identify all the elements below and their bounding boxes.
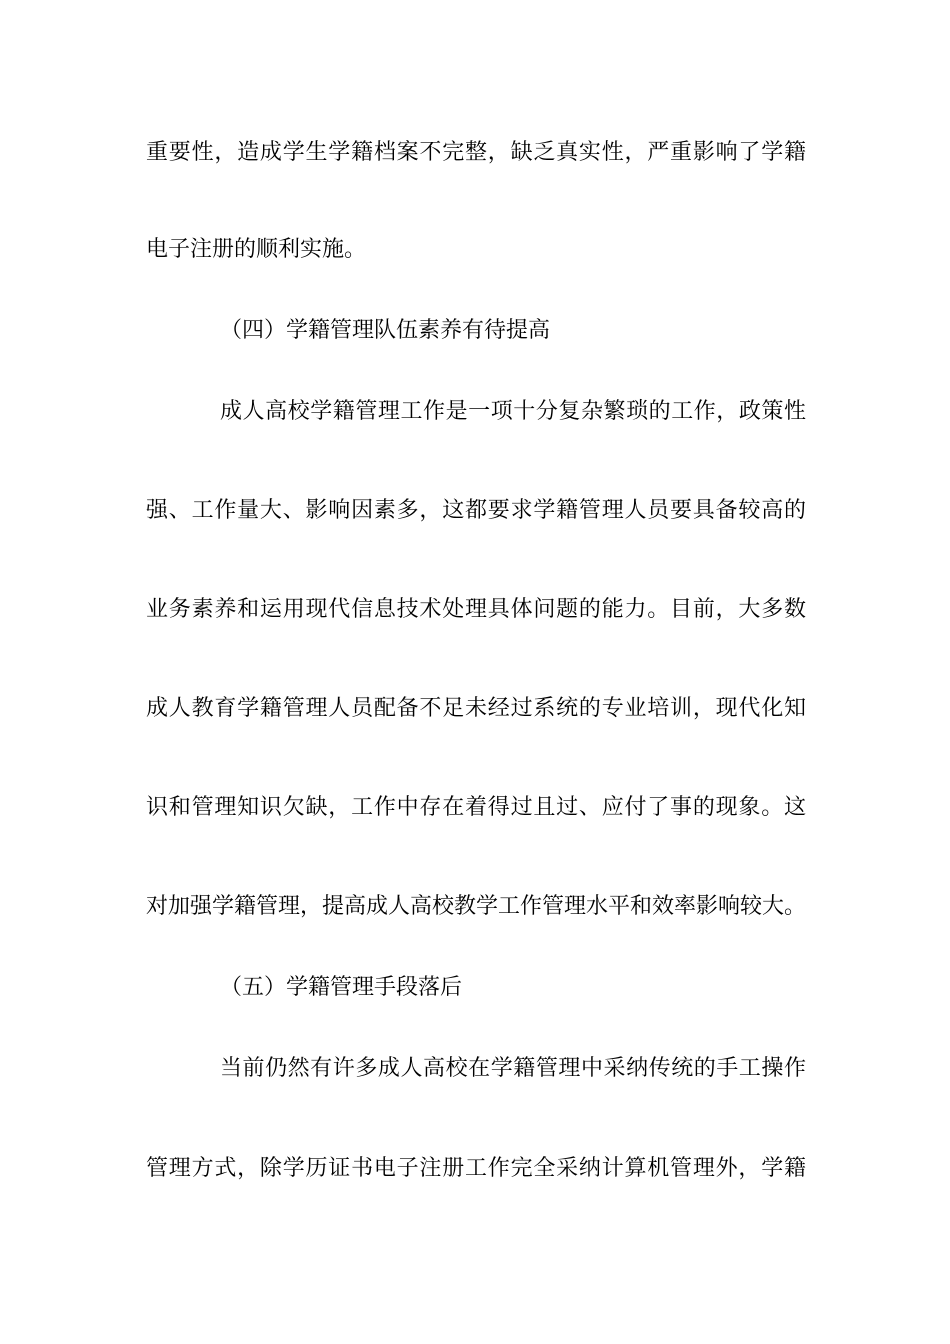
paragraph-line: 对加强学籍管理，提高成人高校教学工作管理水平和效率影响较大。: [146, 894, 806, 919]
section-heading-5: （五）学籍管理手段落后: [220, 975, 463, 1000]
paragraph-line: 业务素养和运用现代信息技术处理具体问题的能力。目前，大多数: [146, 597, 806, 622]
paragraph-line: 强、工作量大、影响因素多，这都要求学籍管理人员要具备较高的: [146, 498, 806, 523]
section-heading-4: （四）学籍管理队伍素养有待提高: [220, 318, 551, 343]
paragraph-line: 成人高校学籍管理工作是一项十分复杂繁琐的工作，政策性: [220, 399, 806, 424]
paragraph-line: 识和管理知识欠缺，工作中存在着得过且过、应付了事的现象。这: [146, 795, 806, 820]
paragraph-line: 管理方式，除学历证书电子注册工作完全采纳计算机管理外，学籍: [146, 1156, 806, 1181]
paragraph-line: 成人教育学籍管理人员配备不足未经过系统的专业培训，现代化知: [146, 696, 806, 721]
paragraph-line: 电子注册的顺利实施。: [146, 237, 367, 262]
paragraph-line: 当前仍然有许多成人高校在学籍管理中采纳传统的手工操作: [220, 1056, 806, 1081]
paragraph-line: 重要性，造成学生学籍档案不完整，缺乏真实性，严重影响了学籍: [146, 140, 806, 165]
